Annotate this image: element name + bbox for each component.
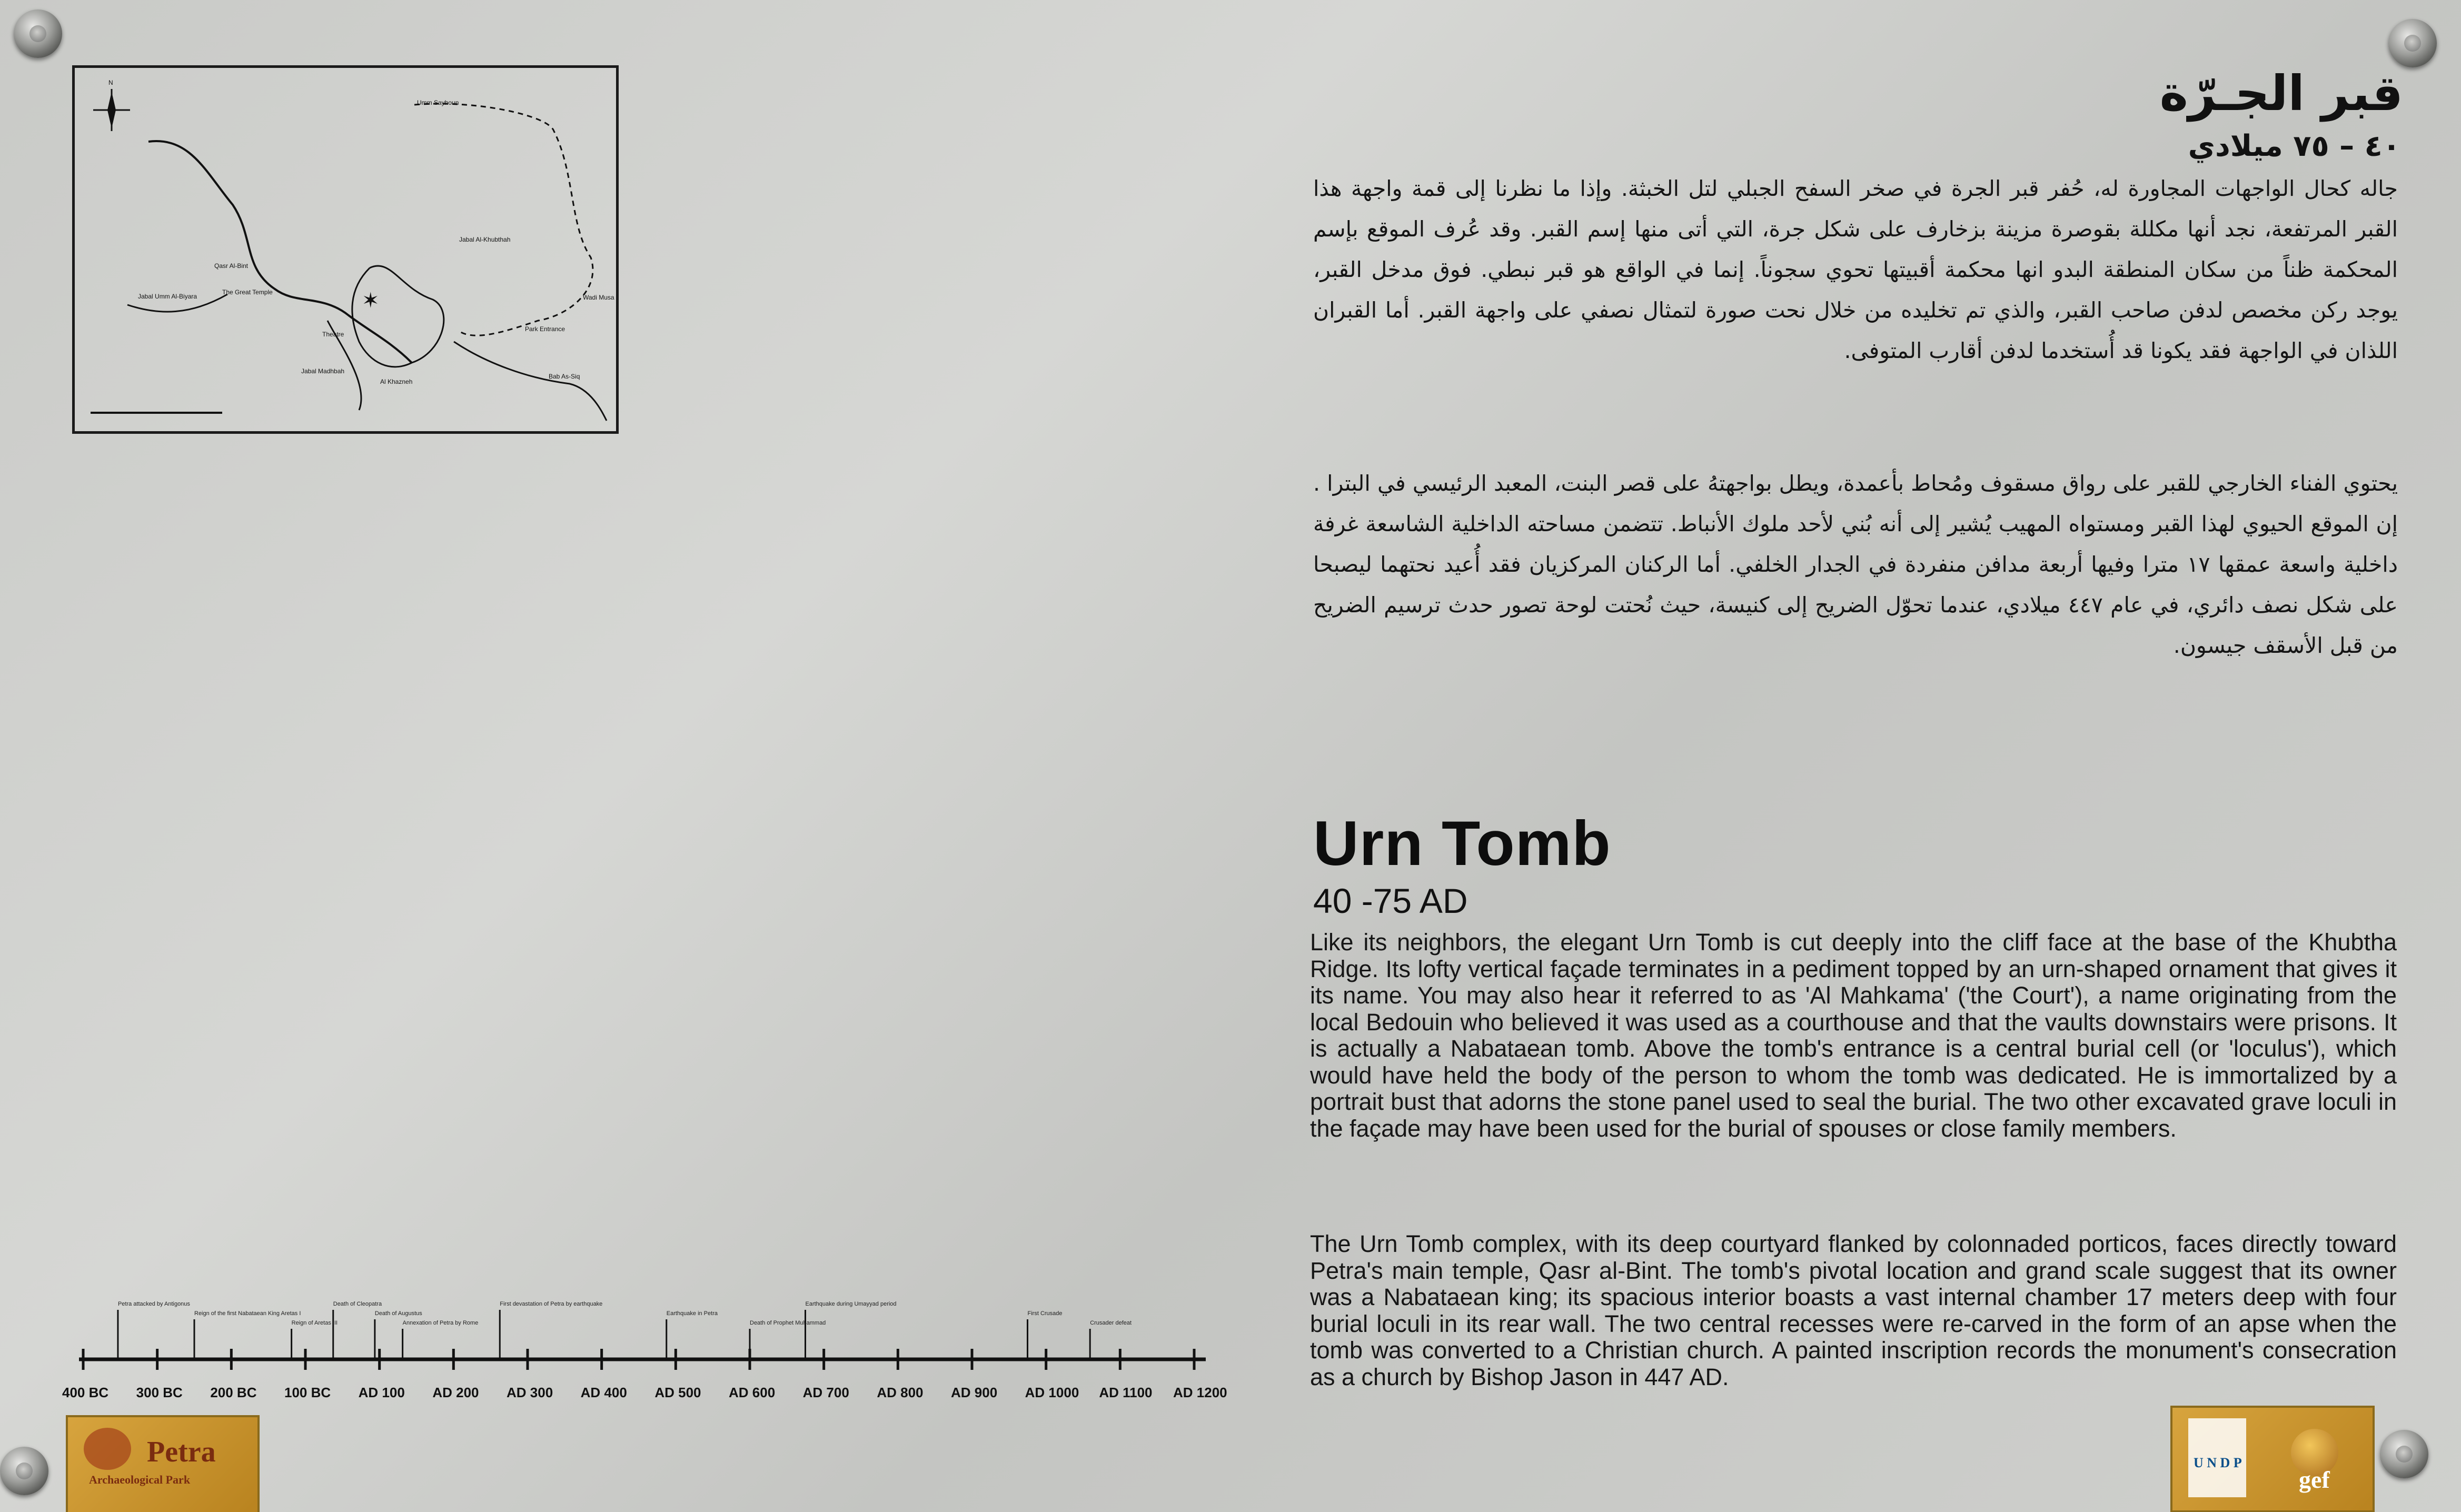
- map-label-madhbah: Jabal Madhbah: [301, 367, 345, 375]
- timeline-event-label: Death of Prophet Muhammad: [750, 1320, 826, 1326]
- arabic-paragraph-2: يحتوي الفناء الخارجي للقبر على رواق مسقوف ومُحاط بأعمدة، ويطل بواجهتهُ على قصر البنت، المعبد الرئيسي في البترا . إن الموقع الحيوي لهذا القبر ومستواه المهيب يُشير إلى أنه بُني لأحد ملوك الأنباط. تتضمن مساحته الداخلية الشاسعة غرفة داخلية واسعة عمقها ١٧ مترا وفيها أربعة مدافن منفردة في الجدار الخلفي. أما الركنان المركزيان فقد أُعيد نحتهما ليصبحا على شكل نصف دائري، في عام ٤٤٧ ميلادي، عندما تحوّل الضريح إلى كنيسة، حيث نُحتت لوحة تصور حدث ترسيم الضريح من قبل الأسقف جيسون.: [1313, 471, 2398, 658]
- timeline-event-label: Earthquake during Umayyad period: [805, 1301, 897, 1307]
- arabic-title: قبر الجـرّة: [2159, 65, 2403, 122]
- wadi-path: [148, 141, 412, 363]
- timeline-tick-label: 400 BC: [62, 1385, 109, 1400]
- timeline-event-label: Crusader defeat: [1090, 1320, 1132, 1326]
- timeline-tick-label: AD 700: [802, 1385, 849, 1400]
- map-label-khazneh: Al Khazneh: [380, 378, 413, 385]
- timeline-event-label: Death of Augustus: [374, 1310, 422, 1317]
- undp-label: U N D P: [2194, 1455, 2242, 1470]
- park-boundary: [414, 104, 593, 335]
- map-label-umm-sayhoun: Umm Sayhoun: [417, 99, 459, 106]
- timeline-tick-label: AD 500: [654, 1385, 701, 1400]
- screw-top-right-icon: [2388, 19, 2437, 67]
- city-area: [352, 266, 444, 367]
- timeline-tick-label: AD 1000: [1025, 1385, 1079, 1400]
- map-label-qasr-al-bint: Qasr Al-Bint: [214, 262, 249, 270]
- english-paragraph-2: The Urn Tomb complex, with its deep courtyard flanked by colonnaded porticos, faces directly toward Petra's main temple, Qasr al-Bint. The tomb's pivotal location and grand scale suggest that its owner was a Nabataean king; its spacious interior boasts a vast internal chamber 17 meters deep with four burial loculi in its rear wall. The two central recesses were re-carved in the form of an apse when the tomb was converted to a Christian church. A painted inscription records the monument's consecration as a church by Bishop Jason in 447 AD.: [1310, 1230, 2397, 1390]
- undp-gef-logo: [2170, 1406, 2375, 1512]
- urn-tomb-star-icon: ✶: [362, 289, 380, 313]
- arabic-date: ٤٠ – ٧٥ ميلادي: [2188, 129, 2400, 163]
- north-label: N: [108, 79, 113, 86]
- map-label-umm-al-biyara: Jabal Umm Al-Biyara: [138, 293, 197, 300]
- timeline-tick-label: 100 BC: [284, 1385, 331, 1400]
- map-label-park-entrance: Park Entrance: [525, 325, 565, 333]
- timeline-tick-label: AD 800: [877, 1385, 924, 1400]
- timeline-event-label: First devastation of Petra by earthquake: [500, 1301, 603, 1307]
- map-label-great-temple: The Great Temple: [222, 289, 273, 296]
- petra-logo-subtitle: Archaeological Park: [89, 1473, 191, 1486]
- map-label-khubthah: Jabal Al-Khubthah: [459, 236, 511, 243]
- timeline-tick-label: AD 900: [951, 1385, 998, 1400]
- map-label-wadi-musa: Wadi Musa: [583, 294, 614, 301]
- history-timeline: [58, 1237, 1248, 1411]
- screw-bottom-left-icon: [0, 1447, 48, 1495]
- timeline-event-label: Death of Cleopatra: [333, 1301, 382, 1307]
- timeline-tick-label: AD 600: [729, 1385, 776, 1400]
- petra-emblem-icon: [84, 1428, 131, 1470]
- timeline-event-label: Earthquake in Petra: [666, 1310, 718, 1317]
- english-date: 40 -75 AD: [1313, 881, 1468, 920]
- timeline-event-label: Reign of the first Nabataean King Aretas I: [194, 1310, 301, 1317]
- map-label-bab-as-siq: Bab As-Siq: [549, 373, 580, 380]
- screw-top-left-icon: [14, 9, 62, 58]
- gef-label: gef: [2299, 1466, 2330, 1493]
- timeline-tick-label: 300 BC: [136, 1385, 183, 1400]
- english-title: Urn Tomb: [1313, 808, 1611, 879]
- timeline-tick-label: AD 1100: [1099, 1385, 1153, 1400]
- north-arrow-icon: [93, 79, 130, 131]
- timeline-tick-label: AD 200: [432, 1385, 479, 1400]
- site-map: [72, 65, 619, 434]
- timeline-event-label: Petra attacked by Antigonus: [117, 1301, 190, 1307]
- petra-logo-title: Petra: [147, 1436, 216, 1468]
- timeline-tick-label: 200 BC: [210, 1385, 257, 1400]
- timeline-event-label: Annexation of Petra by Rome: [402, 1320, 479, 1326]
- timeline-tick-label: AD 100: [358, 1385, 405, 1400]
- timeline-tick-label: AD 1200: [1173, 1385, 1227, 1400]
- petra-park-logo: [66, 1415, 260, 1512]
- map-label-theatre: Theatre: [322, 331, 344, 338]
- timeline-event-label: First Crusade: [1027, 1310, 1063, 1317]
- timeline-event-label: Reign of Aretas III: [291, 1320, 338, 1326]
- timeline-tick-label: AD 400: [580, 1385, 627, 1400]
- arabic-paragraph-1: جاله كحال الواجهات المجاورة له، حُفر قبر الجرة في صخر السفح الجبلي لتل الخبثة. وإذا ما نظرنا إلى قمة واجهة هذا القبر المرتفعة، نجد أنها مكللة بقوصرة مزينة بزخارف على شكل جرة، التي أتى منها إسم القبر. وقد عُرف الموقع بإسم المحكمة ظناً من سكان المنطقة البدو انها محكمة أقبيتها تحوي سجوناً. إنما في الواقع هو قبر نبطي. فوق مدخل القبر، يوجد ركن مخصص لدفن صاحب القبر، والذي تم تخليده من خلال نحت صورة لتمثال نصفي على واجهة القبر. أما القبران اللذان في الواجهة فقد يكونا قد أُستخدما لدفن أقارب المتوفى.: [1313, 176, 2398, 363]
- timeline-tick-label: AD 300: [507, 1385, 553, 1400]
- english-paragraph-1: Like its neighbors, the elegant Urn Tomb is cut deeply into the cliff face at the base of the Khubtha Ridge. Its lofty vertical façade terminates in a pediment topped by an urn-shaped ornament that gives it its name. You may also hear it referred to as 'Al Mahkama' ('the Court'), a name originating from the local Bedouin who believed it was used as a courthouse and that the vaults downstairs were prisons. It is actually a Nabataean tomb. Above the tomb's entrance is a central burial cell (or 'loculus'), which would have held the body of the person to whom the tomb was dedicated. He is immortalized by a portrait bust that adorns the stone panel used to seal the burial. The two other excavated grave loculi in the façade may have been used for the burial of spouses or close family members.: [1310, 929, 2397, 1142]
- screw-bottom-right-icon: [2380, 1430, 2428, 1478]
